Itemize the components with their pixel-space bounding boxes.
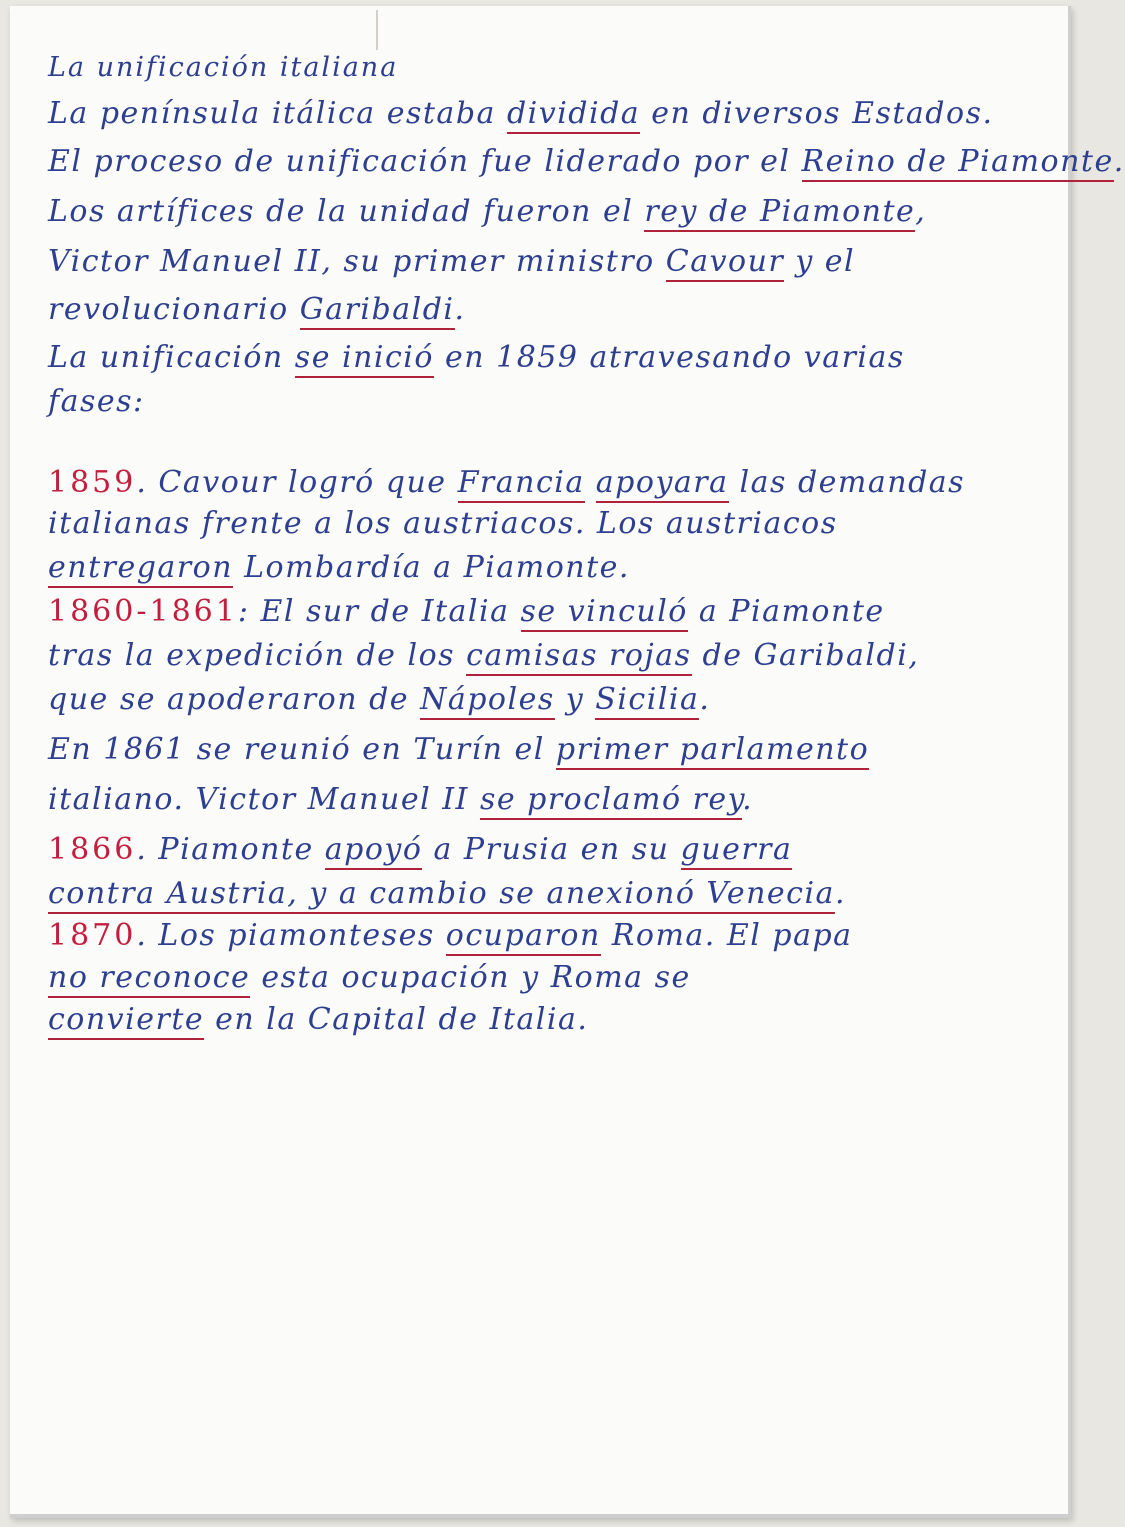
underlined-term: primer parlamento — [556, 732, 869, 770]
note-line — [48, 244, 1048, 280]
note-line — [48, 782, 1048, 818]
note-text: . — [1113, 144, 1125, 179]
note-text: Roma. El papa — [600, 918, 853, 953]
note-text: en 1859 atravesando varias — [433, 340, 905, 375]
phases-list — [48, 465, 1048, 1038]
note-text: en la Capital de Italia. — [204, 1002, 589, 1037]
note-line — [48, 340, 1048, 376]
note-text: italiano. Victor Manuel II — [48, 782, 480, 817]
note-text: y el — [784, 244, 856, 279]
underlined-term: contra Austria, y a cambio se anexionó Venecia — [48, 876, 835, 914]
note-text: El proceso de unificación fue liderado por el — [48, 144, 802, 179]
year-label: 1866 — [48, 832, 137, 867]
note-line — [48, 682, 1048, 718]
note-text: de Garibaldi, — [691, 638, 920, 673]
note-text: . Los piamonteses — [136, 918, 446, 953]
note-text: revolucionario — [48, 292, 300, 327]
note-text: Lombardía a Piamonte. — [233, 550, 630, 585]
note-text: . — [699, 682, 711, 717]
note-text: en diversos Estados. — [640, 96, 994, 131]
paper-sheet — [10, 6, 1125, 1518]
note-line — [48, 194, 1048, 230]
underlined-term: se inició — [295, 340, 434, 378]
note-text: . — [834, 876, 846, 911]
underlined-term: convierte — [48, 1002, 204, 1040]
underlined-term: Francia — [458, 465, 585, 503]
note-line — [48, 384, 1048, 420]
intro-paragraph — [48, 96, 1125, 420]
note-line — [48, 960, 1048, 996]
note-line — [48, 594, 1048, 630]
note-text: las demandas — [728, 465, 966, 500]
note-text: , — [915, 194, 927, 229]
handwritten-notes — [48, 50, 1125, 1038]
note-text: italianas frente a los austriacos. Los austriacos — [48, 506, 838, 541]
page-title: La unificación italiana — [48, 52, 399, 83]
underlined-term: apoyó — [325, 832, 423, 870]
underlined-term: Garibaldi — [300, 292, 455, 330]
note-line — [48, 732, 1048, 768]
note-text: La península itálica estaba — [48, 96, 507, 131]
underlined-term: camisas rojas — [466, 638, 691, 676]
underlined-term: apoyara — [596, 465, 729, 503]
underlined-term: se vinculó — [521, 594, 688, 632]
underlined-term: rey de Piamonte — [644, 194, 915, 232]
underlined-term: Nápoles — [420, 682, 555, 720]
fold-mark — [376, 10, 378, 50]
note-text: y — [554, 682, 596, 717]
note-line — [48, 832, 1048, 868]
note-text: . — [742, 782, 754, 817]
note-text: tras la expedición de los — [48, 638, 467, 673]
year-label: 1870 — [48, 918, 137, 953]
note-text: a Piamonte — [687, 594, 885, 629]
underlined-term: dividida — [507, 96, 640, 134]
note-text: . — [454, 292, 466, 327]
note-text: En 1861 se reunió en Turín el — [48, 732, 556, 767]
note-text: : El sur de Italia — [237, 594, 521, 629]
note-line — [48, 876, 1048, 912]
note-text: esta ocupación y Roma se — [250, 960, 691, 995]
note-line — [48, 506, 1048, 542]
note-line — [48, 638, 1048, 674]
note-line — [48, 144, 1125, 180]
note-line — [48, 550, 1048, 586]
year-label: 1860-1861 — [48, 594, 238, 629]
note-line — [48, 918, 1048, 954]
year-label: 1859 — [48, 465, 137, 500]
underlined-term: Reino de Piamonte — [802, 144, 1114, 182]
note-text: . Piamonte — [136, 832, 325, 867]
note-text: que se apoderaron de — [48, 682, 421, 717]
note-text: . Cavour logró que — [136, 465, 458, 500]
underlined-term: ocuparon — [446, 918, 601, 956]
note-text: Victor Manuel II, su primer ministro — [48, 244, 666, 279]
note-text: Los artífices de la unidad fueron el — [48, 194, 645, 229]
note-text: fases: — [48, 384, 145, 419]
note-text: a Prusia en su — [422, 832, 681, 867]
note-line — [48, 465, 1048, 501]
note-text — [585, 465, 596, 500]
underlined-term: guerra — [681, 832, 793, 870]
note-line — [48, 292, 1048, 328]
note-line — [48, 96, 1048, 132]
underlined-term: se proclamó rey — [480, 782, 742, 820]
underlined-term: Cavour — [666, 244, 785, 282]
note-line — [48, 1002, 1048, 1038]
underlined-term: entregaron — [48, 550, 233, 588]
underlined-term: Sicilia — [595, 682, 699, 720]
underlined-term: no reconoce — [48, 960, 250, 998]
note-text: La unificación — [48, 340, 295, 375]
